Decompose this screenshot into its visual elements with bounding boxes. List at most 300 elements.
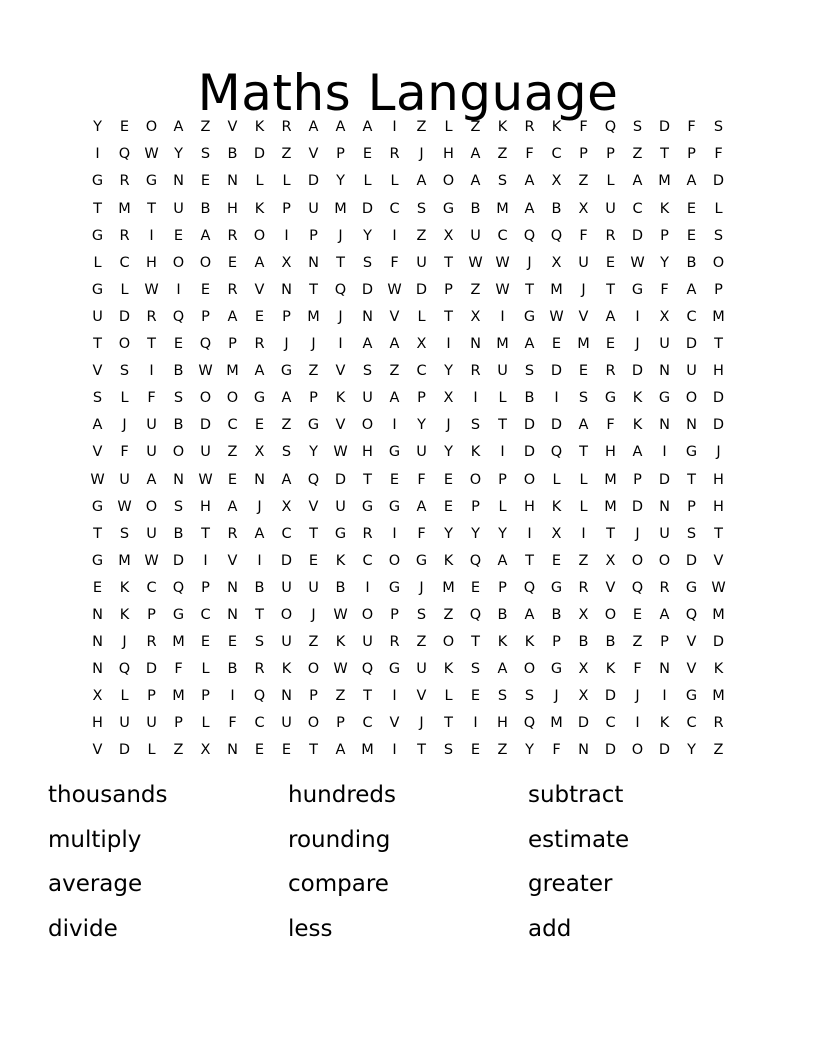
grid-cell: T	[255, 606, 264, 623]
grid-cell: U	[362, 390, 373, 407]
grid-cell: C	[686, 715, 697, 732]
grid-cell: E	[227, 254, 238, 271]
grid-cell: Y	[687, 742, 696, 759]
grid-cell: J	[554, 688, 559, 705]
grid-cell: I	[149, 363, 154, 380]
grid-cell: Z	[416, 119, 427, 136]
grid-cell: I	[392, 525, 397, 542]
grid-cell: E	[632, 606, 643, 623]
grid-cell: W	[549, 308, 564, 325]
grid-cell: Z	[308, 363, 319, 380]
grid-cell: H	[605, 444, 616, 461]
grid-cell: A	[254, 525, 265, 542]
grid-cell: J	[716, 444, 721, 461]
grid-cell: R	[119, 173, 130, 190]
grid-cell: S	[92, 390, 103, 407]
grid-cell: I	[554, 390, 559, 407]
grid-cell: I	[338, 336, 343, 353]
grid-cell: O	[361, 417, 374, 434]
grid-cell: W	[468, 254, 483, 271]
grid-cell: L	[417, 308, 426, 325]
grid-cell: Q	[253, 688, 266, 705]
grid-cell: B	[524, 390, 535, 407]
grid-cell: V	[389, 308, 400, 325]
grid-cell: I	[392, 742, 397, 759]
grid-cell: M	[307, 308, 320, 325]
grid-cell: S	[524, 363, 535, 380]
grid-cell: U	[578, 254, 589, 271]
grid-cell: D	[550, 363, 563, 380]
grid-cell: G	[685, 579, 698, 596]
grid-cell: K	[497, 634, 508, 651]
grid-cell: F	[417, 471, 426, 488]
grid-cell: H	[362, 444, 373, 461]
grid-cell: M	[118, 552, 131, 569]
grid-row	[84, 737, 732, 764]
grid-cell: T	[444, 308, 453, 325]
grid-cell: C	[119, 254, 130, 271]
grid-cell: D	[118, 308, 131, 325]
grid-cell: U	[146, 715, 157, 732]
grid-cell: D	[712, 417, 725, 434]
grid-cell: E	[605, 336, 616, 353]
grid-cell: S	[713, 119, 724, 136]
grid-cell: C	[227, 417, 238, 434]
grid-cell: E	[281, 742, 292, 759]
grid-cell: O	[442, 173, 455, 190]
grid-cell: Z	[578, 173, 589, 190]
grid-row	[84, 358, 732, 385]
grid-cell: Q	[523, 579, 536, 596]
grid-cell: D	[631, 498, 644, 515]
grid-cell: S	[254, 634, 265, 651]
grid-cell: V	[92, 444, 103, 461]
grid-cell: K	[632, 417, 643, 434]
grid-cell: O	[361, 606, 374, 623]
grid-cell: J	[635, 336, 640, 353]
grid-cell: G	[604, 390, 617, 407]
grid-cell: B	[551, 606, 562, 623]
grid-cell: O	[685, 390, 698, 407]
grid-cell: G	[253, 390, 266, 407]
grid-cell: P	[687, 498, 696, 515]
grid-cell: K	[551, 498, 562, 515]
grid-cell: E	[470, 688, 481, 705]
grid-cell: I	[176, 281, 181, 298]
grid-cell: O	[253, 227, 266, 244]
grid-cell: I	[392, 417, 397, 434]
grid-row	[84, 331, 732, 358]
grid-cell: Z	[308, 634, 319, 651]
grid-cell: Y	[309, 444, 318, 461]
grid-cell: T	[147, 336, 156, 353]
grid-cell: T	[606, 525, 615, 542]
grid-cell: O	[172, 444, 185, 461]
grid-cell: G	[307, 417, 320, 434]
grid-cell: K	[551, 119, 562, 136]
grid-cell: P	[498, 471, 507, 488]
grid-cell: R	[362, 525, 373, 542]
grid-cell: R	[119, 227, 130, 244]
grid-cell: I	[392, 119, 397, 136]
grid-cell: X	[605, 552, 616, 569]
grid-cell: K	[335, 390, 346, 407]
grid-cell: D	[631, 363, 644, 380]
grid-cell: Z	[227, 444, 238, 461]
grid-cell: G	[361, 498, 374, 515]
grid-cell: T	[201, 525, 210, 542]
grid-cell: T	[660, 146, 669, 163]
grid-cell: U	[281, 579, 292, 596]
grid-cell: G	[388, 579, 401, 596]
grid-cell: T	[309, 281, 318, 298]
page-title: Maths Language	[197, 63, 619, 122]
grid-cell: K	[524, 634, 535, 651]
grid-cell: Y	[417, 417, 426, 434]
grid-cell: W	[387, 281, 402, 298]
grid-cell: O	[523, 471, 536, 488]
grid-cell: Q	[550, 227, 563, 244]
grid-cell: N	[92, 634, 103, 651]
grid-cell: I	[284, 227, 289, 244]
grid-cell: G	[658, 390, 671, 407]
grid-row	[84, 168, 732, 195]
grid-cell: C	[200, 606, 211, 623]
word-list-item: add	[528, 915, 572, 942]
grid-cell: L	[606, 173, 615, 190]
grid-cell: N	[227, 579, 238, 596]
grid-cell: E	[308, 552, 319, 569]
grid-cell: X	[578, 688, 589, 705]
grid-cell: A	[308, 119, 319, 136]
grid-cell: U	[146, 525, 157, 542]
grid-cell: I	[500, 308, 505, 325]
grid-cell: G	[145, 173, 158, 190]
grid-cell: X	[659, 308, 670, 325]
grid-cell: L	[579, 471, 588, 488]
grid-cell: B	[200, 200, 211, 217]
grid-cell: G	[685, 444, 698, 461]
word-list-row	[48, 780, 768, 825]
grid-cell: A	[173, 119, 184, 136]
grid-cell: X	[416, 336, 427, 353]
grid-cell: D	[280, 552, 293, 569]
grid-cell: P	[201, 308, 210, 325]
grid-cell: A	[416, 498, 427, 515]
grid-cell: A	[659, 606, 670, 623]
grid-cell: V	[92, 363, 103, 380]
grid-cell: U	[281, 634, 292, 651]
grid-cell: S	[416, 606, 427, 623]
grid-cell: Y	[93, 119, 102, 136]
grid-cell: G	[91, 227, 104, 244]
grid-cell: N	[281, 688, 292, 705]
grid-cell: W	[144, 281, 159, 298]
grid-cell: Z	[632, 146, 643, 163]
grid-cell: Q	[469, 552, 482, 569]
grid-cell: M	[550, 281, 563, 298]
grid-cell: U	[146, 417, 157, 434]
grid-cell: Y	[660, 254, 669, 271]
grid-cell: E	[173, 227, 184, 244]
grid-cell: L	[498, 390, 507, 407]
grid-cell: C	[632, 200, 643, 217]
grid-cell: E	[686, 200, 697, 217]
grid-row	[84, 520, 732, 547]
grid-cell: G	[550, 579, 563, 596]
grid-cell: U	[416, 661, 427, 678]
grid-cell: A	[227, 498, 238, 515]
grid-cell: K	[497, 119, 508, 136]
grid-cell: Y	[444, 363, 453, 380]
grid-cell: Z	[713, 742, 724, 759]
grid-row	[84, 656, 732, 683]
word-list-item: hundreds	[288, 782, 397, 808]
grid-cell: S	[497, 173, 508, 190]
grid-cell: B	[173, 363, 184, 380]
grid-cell: T	[147, 200, 156, 217]
grid-cell: M	[550, 715, 563, 732]
grid-cell: J	[635, 688, 640, 705]
grid-cell: Q	[604, 119, 617, 136]
grid-cell: R	[227, 525, 238, 542]
grid-cell: V	[389, 715, 400, 732]
grid-cell: T	[336, 254, 345, 271]
grid-cell: E	[470, 579, 481, 596]
grid-cell: P	[309, 390, 318, 407]
grid-cell: X	[281, 498, 292, 515]
grid-cell: B	[686, 254, 697, 271]
grid-cell: A	[686, 281, 697, 298]
grid-cell: I	[365, 579, 370, 596]
grid-cell: S	[119, 363, 130, 380]
grid-cell: P	[660, 227, 669, 244]
grid-row	[84, 249, 732, 276]
word-search-grid	[84, 114, 732, 764]
grid-cell: A	[632, 173, 643, 190]
grid-cell: V	[227, 119, 238, 136]
grid-cell: A	[254, 254, 265, 271]
grid-cell: L	[255, 173, 264, 190]
grid-cell: L	[93, 254, 102, 271]
grid-cell: Q	[631, 579, 644, 596]
grid-cell: Z	[200, 119, 211, 136]
grid-cell: O	[658, 552, 671, 569]
grid-cell: P	[687, 146, 696, 163]
grid-cell: E	[686, 227, 697, 244]
grid-row	[84, 548, 732, 575]
grid-cell: M	[334, 200, 347, 217]
grid-cell: E	[92, 579, 103, 596]
grid-cell: Z	[497, 742, 508, 759]
grid-cell: H	[713, 471, 724, 488]
grid-cell: V	[335, 363, 346, 380]
word-list-item: subtract	[528, 782, 624, 808]
grid-cell: U	[146, 444, 157, 461]
grid-cell: H	[713, 498, 724, 515]
grid-cell: I	[392, 688, 397, 705]
grid-cell: Y	[444, 444, 453, 461]
grid-cell: W	[711, 579, 726, 596]
grid-cell: M	[442, 579, 455, 596]
grid-cell: I	[527, 525, 532, 542]
grid-cell: T	[687, 471, 696, 488]
grid-cell: N	[92, 606, 103, 623]
grid-cell: O	[118, 336, 131, 353]
word-list-row	[48, 869, 768, 914]
word-list-item: multiply	[48, 826, 142, 853]
grid-cell: O	[145, 119, 158, 136]
grid-cell: N	[470, 336, 481, 353]
grid-cell: B	[227, 146, 238, 163]
grid-cell: F	[525, 146, 534, 163]
grid-cell: R	[146, 308, 157, 325]
grid-cell: S	[281, 444, 292, 461]
grid-cell: A	[686, 173, 697, 190]
grid-cell: N	[227, 742, 238, 759]
grid-cell: X	[551, 525, 562, 542]
grid-cell: R	[524, 119, 535, 136]
word-list-item: thousands	[48, 782, 168, 808]
grid-cell: E	[362, 146, 373, 163]
grid-cell: G	[631, 281, 644, 298]
grid-cell: E	[443, 498, 454, 515]
grid-cell: U	[92, 308, 103, 325]
grid-cell: J	[527, 254, 532, 271]
grid-cell: O	[388, 552, 401, 569]
grid-cell: A	[335, 119, 346, 136]
grid-cell: P	[201, 688, 210, 705]
grid-cell: T	[444, 254, 453, 271]
word-list-item: divide	[48, 915, 118, 942]
grid-cell: D	[712, 390, 725, 407]
grid-cell: R	[470, 363, 481, 380]
grid-cell: T	[93, 525, 102, 542]
grid-cell: W	[495, 254, 510, 271]
grid-cell: T	[417, 742, 426, 759]
grid-cell: W	[333, 444, 348, 461]
grid-cell: D	[307, 173, 320, 190]
grid-cell: F	[390, 254, 399, 271]
grid-cell: K	[281, 661, 292, 678]
grid-cell: I	[446, 336, 451, 353]
grid-cell: R	[281, 119, 292, 136]
grid-cell: A	[632, 444, 643, 461]
word-list-item: less	[288, 915, 333, 942]
grid-cell: G	[172, 606, 185, 623]
grid-cell: N	[578, 742, 589, 759]
word-list-item: compare	[288, 871, 389, 897]
grid-cell: I	[257, 552, 262, 569]
grid-cell: P	[660, 634, 669, 651]
grid-cell: U	[119, 715, 130, 732]
grid-cell: N	[659, 661, 670, 678]
grid-cell: C	[605, 715, 616, 732]
grid-cell: H	[200, 498, 211, 515]
grid-cell: R	[254, 661, 265, 678]
grid-cell: F	[660, 281, 669, 298]
grid-cell: F	[147, 390, 156, 407]
grid-row	[84, 141, 732, 168]
grid-cell: Q	[307, 471, 320, 488]
grid-cell: C	[281, 525, 292, 542]
grid-cell: L	[120, 281, 129, 298]
grid-cell: D	[712, 634, 725, 651]
grid-cell: S	[362, 254, 373, 271]
grid-cell: N	[227, 173, 238, 190]
grid-cell: N	[659, 498, 670, 515]
grid-cell: O	[442, 634, 455, 651]
grid-cell: G	[550, 661, 563, 678]
grid-cell: I	[662, 444, 667, 461]
grid-cell: D	[523, 444, 536, 461]
grid-cell: H	[92, 715, 103, 732]
grid-cell: P	[498, 579, 507, 596]
grid-cell: W	[198, 363, 213, 380]
grid-cell: X	[443, 227, 454, 244]
grid-cell: Q	[118, 146, 131, 163]
grid-cell: Q	[172, 579, 185, 596]
grid-cell: U	[659, 336, 670, 353]
grid-cell: P	[444, 281, 453, 298]
grid-cell: K	[605, 661, 616, 678]
grid-cell: E	[254, 417, 265, 434]
grid-cell: M	[172, 634, 185, 651]
grid-cell: M	[496, 336, 509, 353]
grid-cell: A	[524, 200, 535, 217]
grid-cell: O	[712, 254, 725, 271]
grid-cell: W	[333, 661, 348, 678]
grid-cell: V	[713, 552, 724, 569]
grid-cell: D	[415, 281, 428, 298]
grid-cell: Z	[389, 363, 400, 380]
grid-cell: E	[443, 471, 454, 488]
grid-cell: J	[122, 634, 127, 651]
grid-cell: C	[686, 308, 697, 325]
grid-row	[84, 602, 732, 629]
grid-row	[84, 439, 732, 466]
grid-cell: O	[631, 742, 644, 759]
grid-cell: Y	[525, 742, 534, 759]
word-list-row	[48, 914, 768, 959]
grid-cell: G	[91, 281, 104, 298]
grid-cell: L	[444, 119, 453, 136]
grid-cell: V	[578, 308, 589, 325]
grid-cell: C	[254, 715, 265, 732]
grid-cell: L	[147, 742, 156, 759]
grid-cell: W	[144, 146, 159, 163]
grid-cell: U	[497, 363, 508, 380]
grid-cell: C	[551, 146, 562, 163]
grid-cell: E	[200, 173, 211, 190]
grid-cell: G	[91, 552, 104, 569]
grid-cell: Q	[523, 715, 536, 732]
grid-cell: J	[338, 227, 343, 244]
grid-row	[84, 385, 732, 412]
grid-cell: E	[227, 471, 238, 488]
grid-cell: S	[173, 390, 184, 407]
grid-cell: D	[631, 227, 644, 244]
grid-cell: U	[686, 363, 697, 380]
grid-cell: X	[200, 742, 211, 759]
grid-cell: G	[415, 552, 428, 569]
grid-cell: Z	[416, 634, 427, 651]
grid-cell: Y	[498, 525, 507, 542]
grid-cell: U	[308, 579, 319, 596]
grid-cell: E	[173, 336, 184, 353]
grid-cell: D	[253, 146, 266, 163]
grid-cell: V	[686, 634, 697, 651]
